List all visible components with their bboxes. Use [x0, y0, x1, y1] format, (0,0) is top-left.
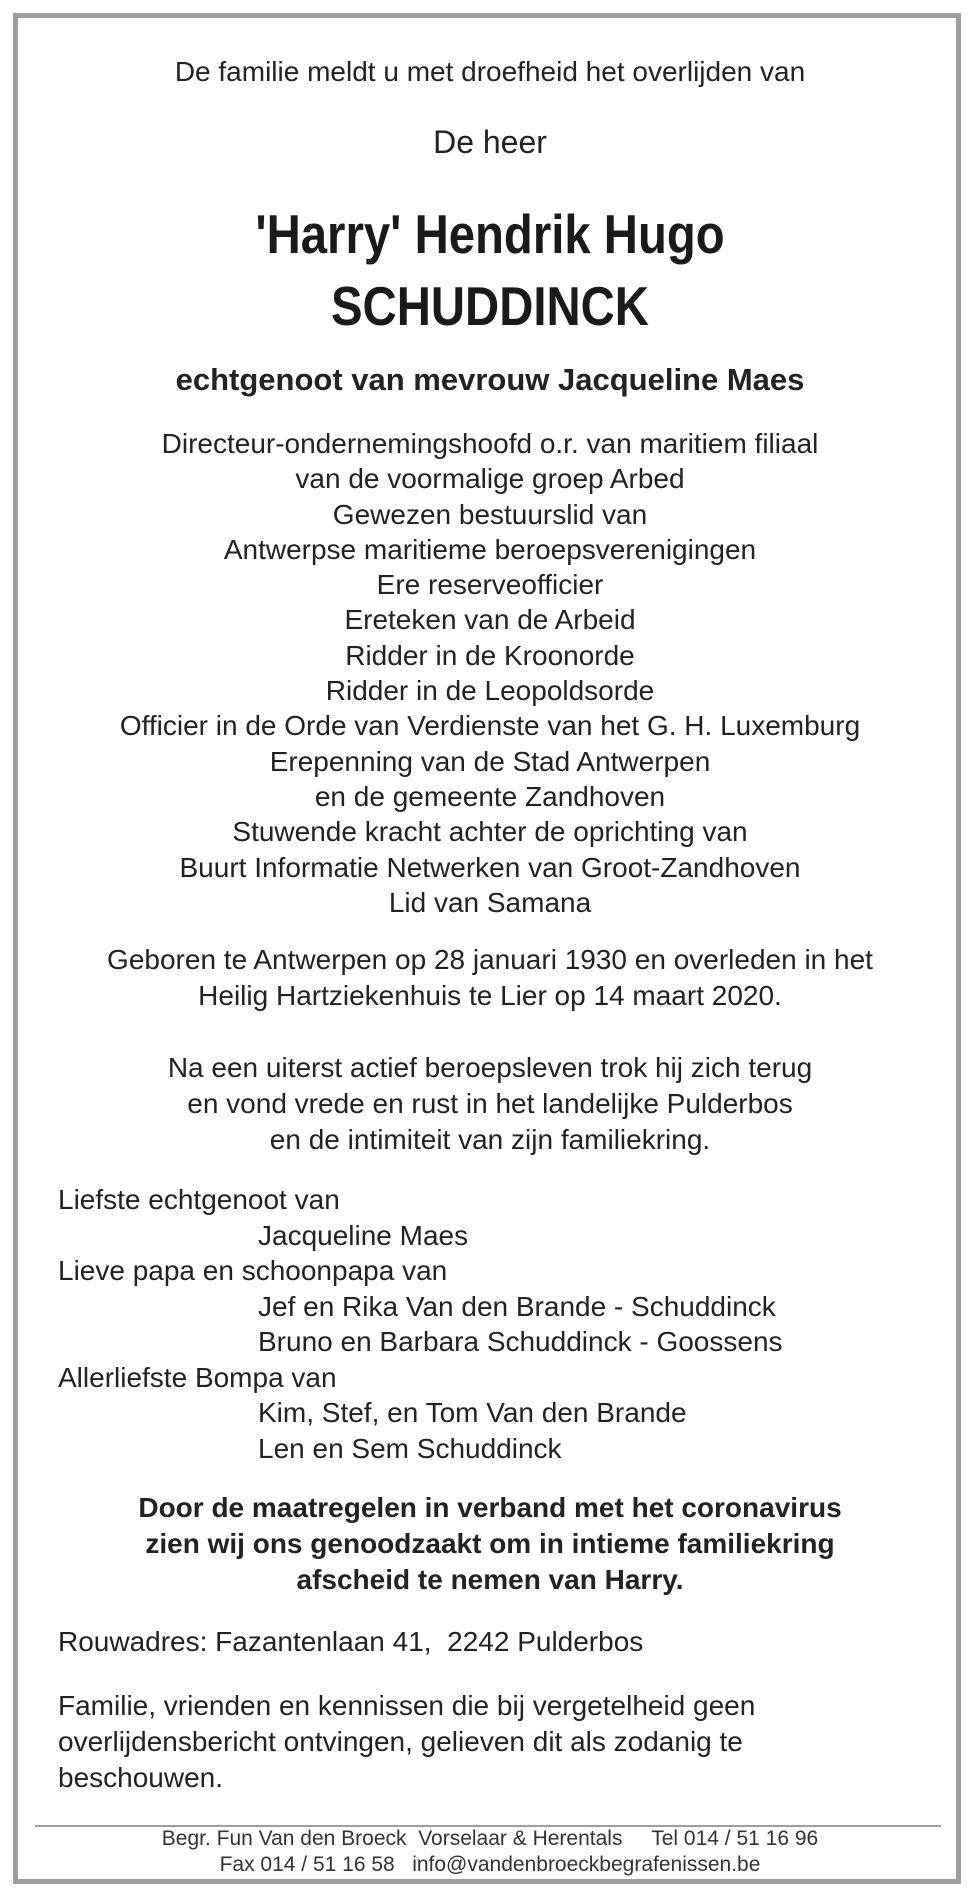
mourning-address: Rouwadres: Fazantenlaan 41, 2242 Pulderbos: [58, 1626, 644, 1658]
title-line: Directeur-ondernemingshoofd o.r. van maritiem filiaal: [161, 428, 819, 459]
closing-notice: [58, 1688, 888, 1796]
title-line: Erepenning van de Stad Antwerpen: [269, 745, 711, 777]
title-line: Ereteken van de Arbeid: [344, 604, 636, 636]
salutation: De heer: [433, 124, 547, 160]
footer-line-fax-email: Fax 014 / 51 16 58 info@vandenbroeckbegrafenissen.be: [219, 1853, 761, 1876]
title-line: Lid van Samana: [388, 886, 592, 918]
paragraph-line: Na een uiterst actief beroepsleven trok hij zich terug: [167, 1052, 813, 1084]
title-line: Antwerpse maritieme beroepsverenigingen: [223, 533, 757, 565]
family-relation: Liefste echtgenoot van: [58, 1184, 340, 1216]
corona-notice: [18, 1490, 962, 1598]
family-relation: Allerliefste Bompa van: [58, 1361, 337, 1393]
family-list: [58, 1182, 962, 1466]
family-relation: Lieve papa en schoonpapa van: [58, 1255, 448, 1287]
title-line: Ridder in de Kroonorde: [345, 639, 635, 671]
death-notice: [18, 18, 962, 1796]
family-member: Len en Sem Schuddinck: [258, 1432, 562, 1464]
family-member: Jacqueline Maes: [258, 1219, 469, 1251]
title-line: en de gemeente Zandhoven: [314, 780, 666, 812]
paragraph-line: Heilig Hartziekenhuis te Lier op 14 maart 2020.: [198, 980, 782, 1012]
notice-line: beschouwen.: [58, 1762, 224, 1794]
title-line: Ere reserveofficier: [376, 569, 604, 601]
paragraph-line: en de intimiteit van zijn familiekring.: [269, 1124, 711, 1156]
title-line: Ridder in de Leopoldsorde: [325, 675, 655, 707]
family-member: Jef en Rika Van den Brande - Schuddinck: [258, 1290, 776, 1322]
title-line: Gewezen bestuurslid van: [332, 498, 648, 530]
notice-line: afscheid te nemen van Harry.: [296, 1564, 684, 1596]
notice-line: Familie, vrienden en kennissen die bij vergetelheid geen: [58, 1690, 756, 1722]
spouse-line: echtgenoot van mevrouw Jacqueline Maes: [175, 362, 805, 397]
titles-list: [18, 426, 962, 920]
footer-line-contact: Begr. Fun Van den Broeck Vorselaar & Herentals Tel 014 / 51 16 96: [161, 1827, 819, 1850]
intro-text: De familie meldt u met droefheid het overlijden van: [174, 56, 806, 87]
notice-line: Door de maatregelen in verband met het coronavirus: [138, 1492, 842, 1524]
family-member: Kim, Stef, en Tom Van den Brande: [258, 1397, 687, 1429]
paragraph-line: Geboren te Antwerpen op 28 januari 1930 en overleden in het: [107, 944, 873, 976]
paragraph-line: en vond vrede en rust in het landelijke Pulderbos: [187, 1088, 793, 1120]
title-line: Buurt Informatie Netwerken van Groot-Zandhoven: [179, 851, 801, 883]
deceased-name: [84, 198, 896, 342]
title-line: Stuwende kracht achter de oprichting van: [232, 816, 748, 848]
title-line: Officier in de Orde van Verdienste van het G. H. Luxemburg: [119, 710, 861, 742]
life-paragraph: [18, 1050, 962, 1158]
notice-line: overlijdensbericht ontvingen, gelieven dit als zodanig te: [58, 1726, 743, 1758]
notice-line: zien wij ons genoodzaakt om in intieme familiekring: [145, 1528, 835, 1560]
funeral-home-footer: [18, 1826, 962, 1878]
title-line: van de voormalige groep Arbed: [295, 463, 685, 495]
family-member: Bruno en Barbara Schuddinck - Goossens: [258, 1326, 783, 1358]
birth-death-paragraph: [18, 942, 962, 1014]
name-surname: SCHUDDINCK: [331, 275, 649, 337]
name-first-line: 'Harry' Hendrik Hugo: [255, 203, 725, 265]
